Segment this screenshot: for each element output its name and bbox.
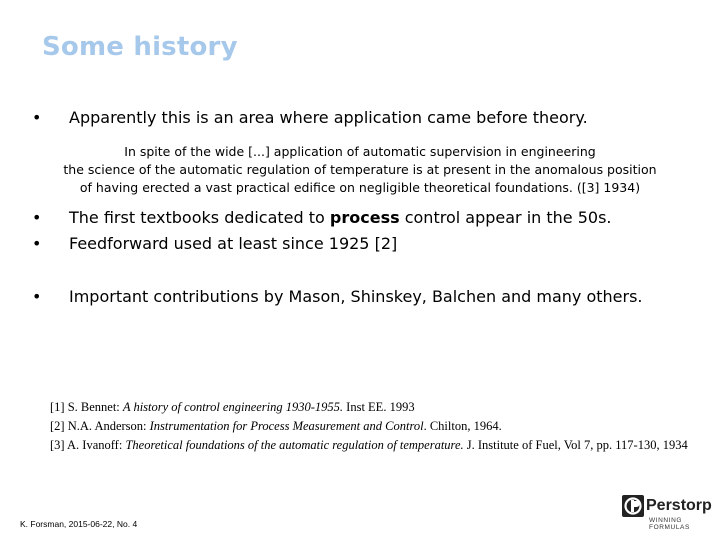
bullet-important-contributions	[32, 285, 643, 309]
reference-item	[50, 436, 700, 455]
bullet-feedforward	[32, 232, 397, 256]
bullet-marker: •	[32, 234, 42, 253]
reference-item	[50, 417, 700, 436]
bullet-first-textbooks	[32, 206, 611, 230]
quote-block	[60, 143, 660, 197]
perstorp-logo	[622, 495, 712, 529]
page-title: Some history	[42, 32, 238, 62]
bullet-marker: •	[32, 108, 42, 127]
bullet-application-before-theory	[32, 106, 588, 130]
reference-pre: [3] A. Ivanoff:	[50, 438, 126, 452]
bullet-text-pre: The first textbooks dedicated to	[69, 208, 330, 227]
quote-line: In spite of the wide [...] application of automatic supervision in engineering	[124, 144, 596, 159]
bullet-text: Feedforward used at least since 1925 [2]	[69, 234, 398, 253]
bullet-text-post: control appear in the 50s.	[399, 208, 612, 227]
reference-title: Instrumentation for Process Measurement and Control	[149, 419, 424, 433]
reference-title: A history of control engineering 1930-1955.	[122, 400, 344, 414]
perstorp-logo-icon	[622, 495, 644, 517]
bullet-text: Apparently this is an area where application came before theory.	[69, 108, 588, 127]
logo-tagline: WINNING FORMULAS	[649, 517, 690, 531]
logo-name: Perstorp	[646, 497, 712, 514]
slide-footer: K. Forsman, 2015-06-22, No. 4	[20, 519, 138, 529]
reference-post: Inst EE. 1993	[343, 400, 415, 414]
reference-item	[50, 398, 700, 417]
bullet-text: Important contributions by Mason, Shinskey, Balchen and many others.	[69, 287, 643, 306]
reference-pre: [2] N.A. Anderson:	[50, 419, 150, 433]
reference-pre: [1] S. Bennet:	[50, 400, 123, 414]
quote-line: the science of the automatic regulation of temperature is at present in the anomalous position	[63, 162, 657, 177]
bullet-text	[69, 206, 611, 230]
bullet-marker: •	[32, 287, 42, 306]
bullet-text-bold: process	[329, 208, 400, 227]
bullet-marker: •	[32, 208, 42, 227]
reference-title: Theoretical foundations of the automatic regulation of temperature.	[125, 438, 464, 452]
quote-line: of having erected a vast practical edifice on negligible theoretical foundations. ([3] 1934)	[79, 180, 641, 195]
reference-post: . Chilton, 1964.	[423, 419, 502, 433]
references	[50, 398, 700, 455]
reference-post: J. Institute of Fuel, Vol 7, pp. 117-130, 1934	[463, 438, 688, 452]
